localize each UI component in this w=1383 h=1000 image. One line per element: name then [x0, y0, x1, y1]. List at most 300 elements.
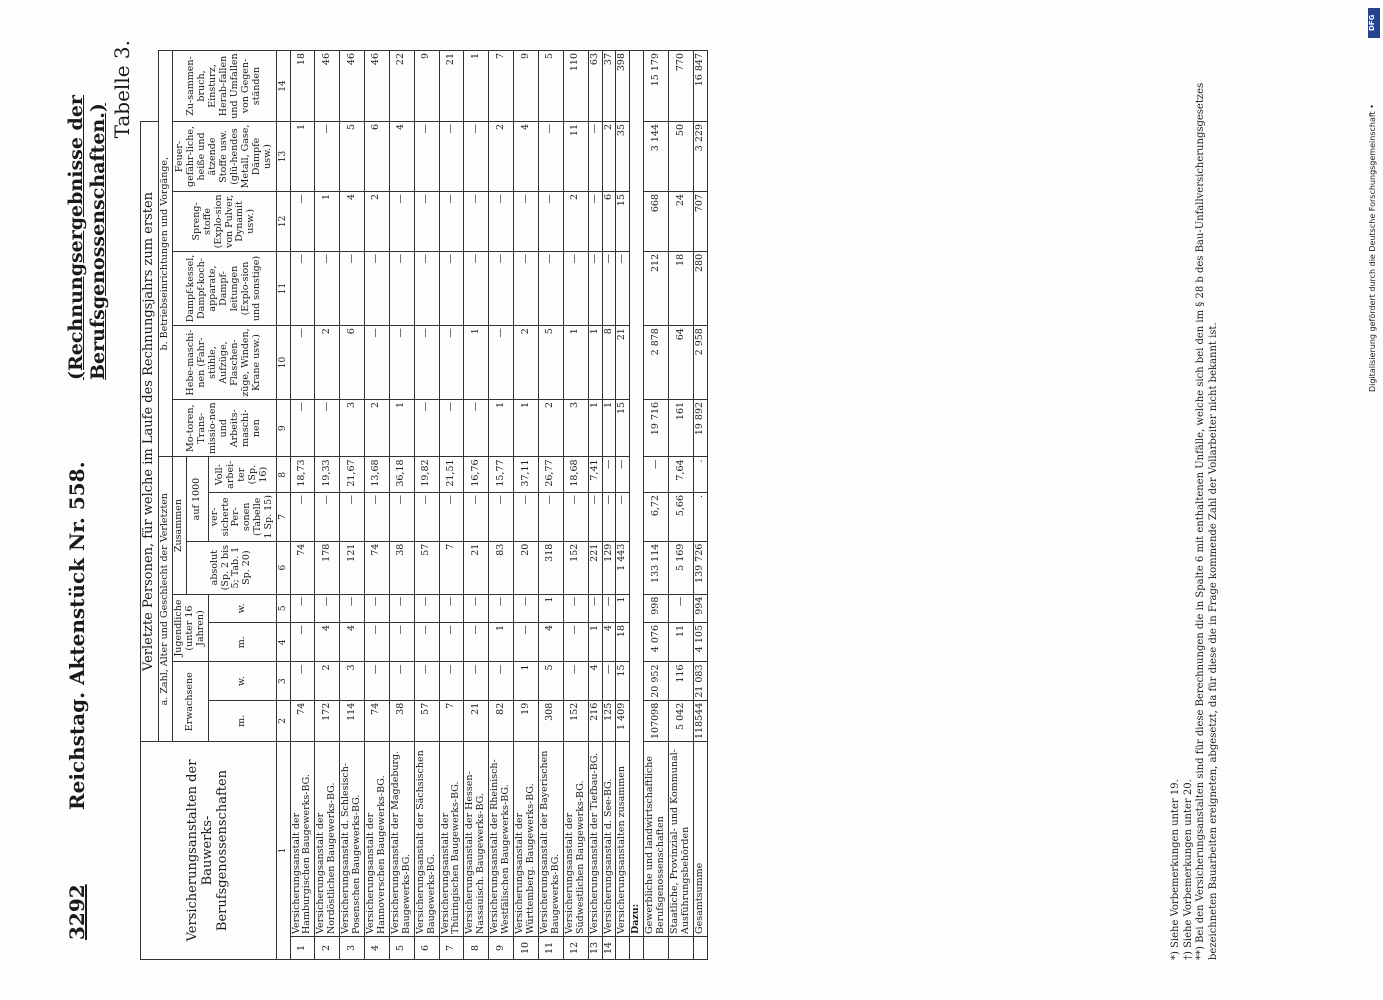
col-header-9: Mo-toren, Trans-missio-nen und Arbeits-maschi-nen	[172, 399, 276, 457]
cell-c7: —	[439, 492, 464, 541]
cell-c6: 38	[389, 541, 414, 594]
cell-c11: —	[340, 251, 365, 325]
row-label: Versicherungsanstalt der Nordöstlichen Baugewerks-BG.	[315, 742, 340, 937]
cell-c13: 6	[365, 122, 390, 192]
cell-c5: —	[563, 594, 588, 622]
cell-c14: 21	[439, 51, 464, 122]
cell-c13: 3 144	[644, 122, 669, 192]
cell-c5: —	[389, 594, 414, 622]
cell-c11: —	[315, 251, 340, 325]
cell-c7: —	[315, 492, 340, 541]
cell-c13: 50	[669, 122, 694, 192]
column-number: 1	[277, 742, 290, 960]
column-number: 8	[277, 457, 290, 493]
cell-c13: —	[414, 122, 439, 192]
cell-c3: 21 083	[694, 662, 708, 700]
cell-c8: 21,67	[340, 457, 365, 493]
cell-c10: 1	[563, 326, 588, 400]
cell-c12: 24	[669, 191, 694, 251]
cell-c12: —	[414, 191, 439, 251]
cell-c13: —	[315, 122, 340, 192]
row-number: 8	[464, 937, 489, 960]
cell-c3: 3	[340, 662, 365, 700]
cell-c14: 37	[602, 51, 616, 122]
cell-c11: —	[588, 251, 602, 325]
cell-c7: —	[538, 492, 563, 541]
cell-c9: 19 892	[694, 399, 708, 457]
cell-c8: 15,77	[489, 457, 514, 493]
cell-c13: 4	[514, 122, 539, 192]
page-body	[40, 30, 1280, 960]
cell-c9: 1	[514, 399, 539, 457]
column-number: 4	[277, 623, 290, 662]
cell-c12: 668	[644, 191, 669, 251]
cell-c7: —	[563, 492, 588, 541]
sp15-ref: Sp. 15)	[263, 495, 275, 530]
cell-c11: —	[616, 251, 630, 325]
cell-c6: 178	[315, 541, 340, 594]
cell-c8: 19,33	[315, 457, 340, 493]
cell-c5: 1	[538, 594, 563, 622]
cell-c12: —	[514, 191, 539, 251]
cell-c8: 18,73	[290, 457, 315, 493]
row-label: Versicherungsanstalt d. Schlesisch-Posenschen Baugewerks-BG.	[340, 742, 365, 937]
cell-c2: 308	[538, 700, 563, 741]
column-number: 9	[277, 399, 290, 457]
cell-c10: 2 958	[694, 326, 708, 400]
cell-c10: —	[414, 326, 439, 400]
page-header	[65, 40, 109, 940]
cell-c8: —	[644, 457, 669, 493]
cell-c3: 1	[514, 662, 539, 700]
row-label: Versicherungsanstalt der Rheinisch-Westfälischen Baugewerks-BG.	[489, 742, 514, 937]
cell-c13: 1	[290, 122, 315, 192]
cell-c13: —	[439, 122, 464, 192]
cell-c14: 110	[563, 51, 588, 122]
cell-c12: 1	[315, 191, 340, 251]
cell-c13: —	[588, 122, 602, 192]
page-title: Reichstag. Aktenstück Nr. 558.	[65, 461, 89, 810]
cell-c4: 4 105	[694, 623, 708, 662]
cell-c14: 1	[464, 51, 489, 122]
cell-c14: 770	[669, 51, 694, 122]
cell-c11: —	[414, 251, 439, 325]
cell-c10: 6	[340, 326, 365, 400]
cell-c4: —	[464, 623, 489, 662]
cell-c8: —	[616, 457, 630, 493]
cell-c11: —	[365, 251, 390, 325]
table-row	[563, 51, 588, 960]
cell-c11: —	[538, 251, 563, 325]
row-number: 12	[563, 937, 588, 960]
cell-c9: 3	[563, 399, 588, 457]
cell-c5: —	[439, 594, 464, 622]
cell-c3: —	[563, 662, 588, 700]
row-number: 2	[315, 937, 340, 960]
row-number	[644, 937, 669, 960]
cell-c5: —	[340, 594, 365, 622]
table-row	[439, 51, 464, 960]
row-label: Versicherungsanstalt der Südwestlichen Baugewerks-BG.	[563, 742, 588, 937]
cell-c8: 13,68	[365, 457, 390, 493]
table-row	[414, 51, 439, 960]
cell-c8: .	[694, 457, 708, 493]
table-row	[389, 51, 414, 960]
row-number: 6	[414, 937, 439, 960]
table-row	[538, 51, 563, 960]
cell-c3: 116	[669, 662, 694, 700]
cell-c12: —	[588, 191, 602, 251]
cell-c5: —	[602, 594, 616, 622]
cell-c14: 5	[538, 51, 563, 122]
col-header-13: Feuer-gefähr-liche, heiße und ätzende Stoffe usw. (glü-hendes Metall, Gase, Dämpfe usw.)	[172, 122, 276, 192]
cell-c8: 36,18	[389, 457, 414, 493]
cell-c6: 133 114	[644, 541, 669, 594]
row-number: 4	[365, 937, 390, 960]
cell-c12: 4	[340, 191, 365, 251]
cell-c7: —	[602, 492, 616, 541]
column-number: 13	[277, 122, 290, 192]
total-header: Zusammen	[172, 457, 186, 594]
cell-c5: —	[414, 594, 439, 622]
cell-c10: 21	[616, 326, 630, 400]
cell-c9: 19 716	[644, 399, 669, 457]
footnote-3: **) Bei den Versicherungsanstalten sind für diese Berechnungen die in Spalte 6 mit enthaltenen Unfälle, welche sich bei den im § 28 b des Bau-Unfallversicherungsgesetzes bezeichneten Bauarbeiten ereigneten, abgesetzt, da für diese die in Frage kommende Zahl der Vollarbeiter nicht bekannt ist.	[1195, 82, 1219, 960]
row-number: 1	[290, 937, 315, 960]
cell-c9: —	[439, 399, 464, 457]
col-header-14: Zu-sammen-bruch, Einsturz, Herab-fallen und Umfallen von Gegen-ständen	[172, 51, 276, 122]
cell-c13: 35	[616, 122, 630, 192]
row-number	[616, 937, 630, 960]
cell-c11: —	[290, 251, 315, 325]
col-header-1: Versicherungsanstalten der Bauwerks-Berufsgenossenschaften	[141, 742, 277, 960]
adults-m-header: m.	[208, 700, 277, 741]
cell-c4: 11	[669, 623, 694, 662]
row-label: Versicherungsanstalt der Magdeburg. Baugewerks-BG.	[389, 742, 414, 937]
cell-c3: 4	[588, 662, 602, 700]
cell-c10: 8	[602, 326, 616, 400]
cell-c2: 7	[439, 700, 464, 741]
cell-c14: 398	[616, 51, 630, 122]
table-row	[644, 51, 669, 960]
footnote-2: †) Siehe Vorbemerkungen unter 20.	[1182, 779, 1194, 960]
cell-c7: .	[694, 492, 708, 541]
cell-c4: —	[563, 623, 588, 662]
cell-c10: —	[290, 326, 315, 400]
cell-c6: 74	[365, 541, 390, 594]
cell-c7: —	[514, 492, 539, 541]
cell-c2: 1 409	[616, 700, 630, 741]
footnote-1: *) Siehe Vorbemerkungen unter 19.	[1170, 779, 1181, 960]
cell-c10: 1	[464, 326, 489, 400]
adults-w-header: w.	[208, 662, 277, 700]
cell-c4: 4	[340, 623, 365, 662]
column-number: 2	[277, 700, 290, 741]
cell-c14: 63	[588, 51, 602, 122]
cell-c5: —	[365, 594, 390, 622]
cell-c2: 172	[315, 700, 340, 741]
row-number: 10	[514, 937, 539, 960]
cell-c11: —	[489, 251, 514, 325]
cell-c7: —	[588, 492, 602, 541]
cell-c13: 3 229	[694, 122, 708, 192]
cell-c9: 1	[588, 399, 602, 457]
cell-c14: 9	[414, 51, 439, 122]
cell-c6: 5 169	[669, 541, 694, 594]
cell-c14: 46	[315, 51, 340, 122]
cell-c8: —	[602, 457, 616, 493]
table-row	[514, 51, 539, 960]
page-number: 3292	[65, 884, 89, 940]
youths-w-header: w.	[208, 594, 277, 622]
tab1-ref: (Tabelle 1	[252, 497, 275, 539]
cell-c6: 74	[290, 541, 315, 594]
table-row	[464, 51, 489, 960]
cell-c10: 1	[588, 326, 602, 400]
cell-c10: —	[365, 326, 390, 400]
cell-c3: —	[365, 662, 390, 700]
cell-c11: —	[563, 251, 588, 325]
row-number: 11	[538, 937, 563, 960]
cell-c13: 4	[389, 122, 414, 192]
cell-c3: 20 952	[644, 662, 669, 700]
cell-c14: 46	[365, 51, 390, 122]
dazu-label: Dazu:	[630, 51, 644, 937]
cell-c5: 994	[694, 594, 708, 622]
col-header-12: Spreng-stoffe (Explo-sion von Pulver, Dynamit usw.)	[172, 191, 276, 251]
row-label: Versicherungsanstalt der Württemberg. Baugewerks-BG.	[514, 742, 539, 937]
cell-c10: 2 878	[644, 326, 669, 400]
cell-c13: 5	[340, 122, 365, 192]
cell-c6: 129	[602, 541, 616, 594]
table-body	[290, 51, 707, 960]
column-number: 5	[277, 594, 290, 622]
cell-c5: —	[489, 594, 514, 622]
row-number: 7	[439, 937, 464, 960]
cell-c2: 114	[340, 700, 365, 741]
cell-c11: 280	[694, 251, 708, 325]
cell-c9: 1	[602, 399, 616, 457]
cell-c6: 221	[588, 541, 602, 594]
table-row	[694, 51, 708, 960]
cell-c13: —	[464, 122, 489, 192]
row-label: Versicherungsanstalten zusammen	[616, 742, 630, 937]
cell-c14: 7	[489, 51, 514, 122]
cell-c5: 1	[616, 594, 630, 622]
cell-c8: 37,11	[514, 457, 539, 493]
cell-c2: 152	[563, 700, 588, 741]
cell-c4: 4	[315, 623, 340, 662]
cell-c4: 18	[616, 623, 630, 662]
fulltime-header	[208, 457, 277, 493]
youths-m-header: m.	[208, 623, 277, 662]
cell-c11: 18	[669, 251, 694, 325]
cell-c5: —	[290, 594, 315, 622]
insured-label: ver-sicherte Per-sonen	[208, 497, 253, 537]
cell-c6: 83	[489, 541, 514, 594]
cell-c9: 1	[489, 399, 514, 457]
cell-c3: 5	[538, 662, 563, 700]
cell-c6: 57	[414, 541, 439, 594]
cell-c2: 19	[514, 700, 539, 741]
row-number: 5	[389, 937, 414, 960]
cell-c4: —	[514, 623, 539, 662]
footnotes	[1170, 50, 1220, 960]
adults-header: Erwachsene	[172, 662, 208, 742]
cell-c7: —	[616, 492, 630, 541]
cell-c13: 11	[563, 122, 588, 192]
column-number: 10	[277, 326, 290, 400]
cell-c3: —	[290, 662, 315, 700]
cell-c10: 2	[514, 326, 539, 400]
cell-c9: —	[315, 399, 340, 457]
page-subtitle: (Rechnungsergebnisse der Berufsgenossenschaften.)	[65, 95, 109, 380]
cell-c2: 125	[602, 700, 616, 741]
row-number: 13	[588, 937, 602, 960]
cell-c9: —	[414, 399, 439, 457]
cell-c8: 7,64	[669, 457, 694, 493]
cell-c6: 318	[538, 541, 563, 594]
column-number: 11	[277, 251, 290, 325]
cell-c7: 5,66	[669, 492, 694, 541]
table-caption: Verletzte Personen, für welche im Laufe des Rechnungsjahrs zum ersten	[141, 122, 159, 742]
row-label: Versicherungsanstalt der Hannoverschen Baugewerks-BG.	[365, 742, 390, 937]
cell-c3: —	[389, 662, 414, 700]
cell-c12: 2	[365, 191, 390, 251]
table-row	[315, 51, 340, 960]
cell-c14: 16 847	[694, 51, 708, 122]
cell-c6: 21	[464, 541, 489, 594]
row-label: Staatliche, Provinzial- und Kommunal-Ausführungsbehörden	[669, 742, 694, 937]
cell-c3: —	[464, 662, 489, 700]
cell-c3: 15	[616, 662, 630, 700]
group-a-header: a. Zahl, Alter und Geschlecht der Verletzten	[158, 457, 172, 742]
cell-c10: 64	[669, 326, 694, 400]
cell-c6: 152	[563, 541, 588, 594]
cell-c12: 6	[602, 191, 616, 251]
column-number: 7	[277, 492, 290, 541]
cell-c14: 18	[290, 51, 315, 122]
cell-c7: —	[489, 492, 514, 541]
table-row	[365, 51, 390, 960]
row-label: Versicherungsanstalt der Hamburgischen Baugewerks-BG.	[290, 742, 315, 937]
cell-c9: 2	[365, 399, 390, 457]
cell-c4: 4 076	[644, 623, 669, 662]
cell-c9: 1	[389, 399, 414, 457]
cell-c9: —	[290, 399, 315, 457]
cell-c2: 118544	[694, 700, 708, 741]
cell-c5: —	[514, 594, 539, 622]
dfg-credit: Digitalisierung gefördert durch die Deutsche Forschungsgemeinschaft •	[1368, 104, 1377, 392]
cell-c12: —	[489, 191, 514, 251]
cell-c13: 2	[489, 122, 514, 192]
cell-c7: —	[389, 492, 414, 541]
cell-c12: —	[290, 191, 315, 251]
row-number: 14	[602, 937, 616, 960]
cell-c4: —	[439, 623, 464, 662]
cell-c8: 7,41	[588, 457, 602, 493]
table-row	[340, 51, 365, 960]
cell-c11: —	[464, 251, 489, 325]
cell-c6: 7	[439, 541, 464, 594]
row-number	[694, 937, 708, 960]
cell-c9: —	[464, 399, 489, 457]
row-label: Versicherungsanstalt der Bayerischen Baugewerks-BG.	[538, 742, 563, 937]
cell-c10: 5	[538, 326, 563, 400]
fulltime-label: Voll-arbei-ter	[214, 460, 247, 489]
dfg-logo: DFG	[1368, 8, 1380, 38]
table-row	[489, 51, 514, 960]
cell-c2: 216	[588, 700, 602, 741]
cell-c6: 20	[514, 541, 539, 594]
cell-c3: 2	[315, 662, 340, 700]
row-label: Versicherungsanstalt der Sächsischen Baugewerks-BG.	[414, 742, 439, 937]
cell-c12: —	[439, 191, 464, 251]
cell-c2: 74	[290, 700, 315, 741]
cell-c2: 74	[365, 700, 390, 741]
cell-c14: 46	[340, 51, 365, 122]
dazu-row	[630, 51, 644, 960]
row-label: Versicherungsanstalt der Tiefbau-BG.	[588, 742, 602, 937]
column-number: 3	[277, 662, 290, 700]
absolute-header: absolut (Sp. 2 bis 5; Tab. 1 Sp. 20)	[186, 541, 276, 594]
cell-c12: —	[389, 191, 414, 251]
cell-c12: 15	[616, 191, 630, 251]
cell-c3: —	[414, 662, 439, 700]
cell-c6: 139 726	[694, 541, 708, 594]
cell-c4: 1	[489, 623, 514, 662]
cell-c5: 998	[644, 594, 669, 622]
cell-c4: 4	[538, 623, 563, 662]
cell-c4: —	[365, 623, 390, 662]
cell-c8: 21,51	[439, 457, 464, 493]
statistics-table	[140, 50, 708, 960]
cell-c10: —	[439, 326, 464, 400]
cell-c10: 2	[315, 326, 340, 400]
column-number: 12	[277, 191, 290, 251]
row-number: 3	[340, 937, 365, 960]
empty-cell	[630, 937, 644, 960]
table-row	[602, 51, 616, 960]
cell-c8: 19,82	[414, 457, 439, 493]
group-b-header: b. Betriebseinrichtungen und Vorgänge,	[158, 51, 172, 457]
cell-c8: 26,77	[538, 457, 563, 493]
cell-c9: 161	[669, 399, 694, 457]
cell-c12: 2	[563, 191, 588, 251]
cell-c7: —	[340, 492, 365, 541]
cell-c12: 707	[694, 191, 708, 251]
table-label: Tabelle 3.	[110, 40, 134, 139]
cell-c7: —	[365, 492, 390, 541]
cell-c6: 121	[340, 541, 365, 594]
cell-c11: —	[439, 251, 464, 325]
cell-c14: 15 179	[644, 51, 669, 122]
cell-c7: 6,72	[644, 492, 669, 541]
cell-c9: 15	[616, 399, 630, 457]
cell-c11: —	[514, 251, 539, 325]
cell-c3: —	[602, 662, 616, 700]
cell-c4: 4	[602, 623, 616, 662]
per-1000-header: auf 1000	[186, 457, 208, 541]
sp16-ref: (Sp. 16)	[246, 465, 269, 485]
cell-c7: —	[414, 492, 439, 541]
row-label: Versicherungsanstalt d. See-BG.	[602, 742, 616, 937]
cell-c12: —	[464, 191, 489, 251]
cell-c5: —	[669, 594, 694, 622]
cell-c2: 82	[489, 700, 514, 741]
table-row	[588, 51, 602, 960]
row-label: Gesamtsumme	[694, 742, 708, 937]
